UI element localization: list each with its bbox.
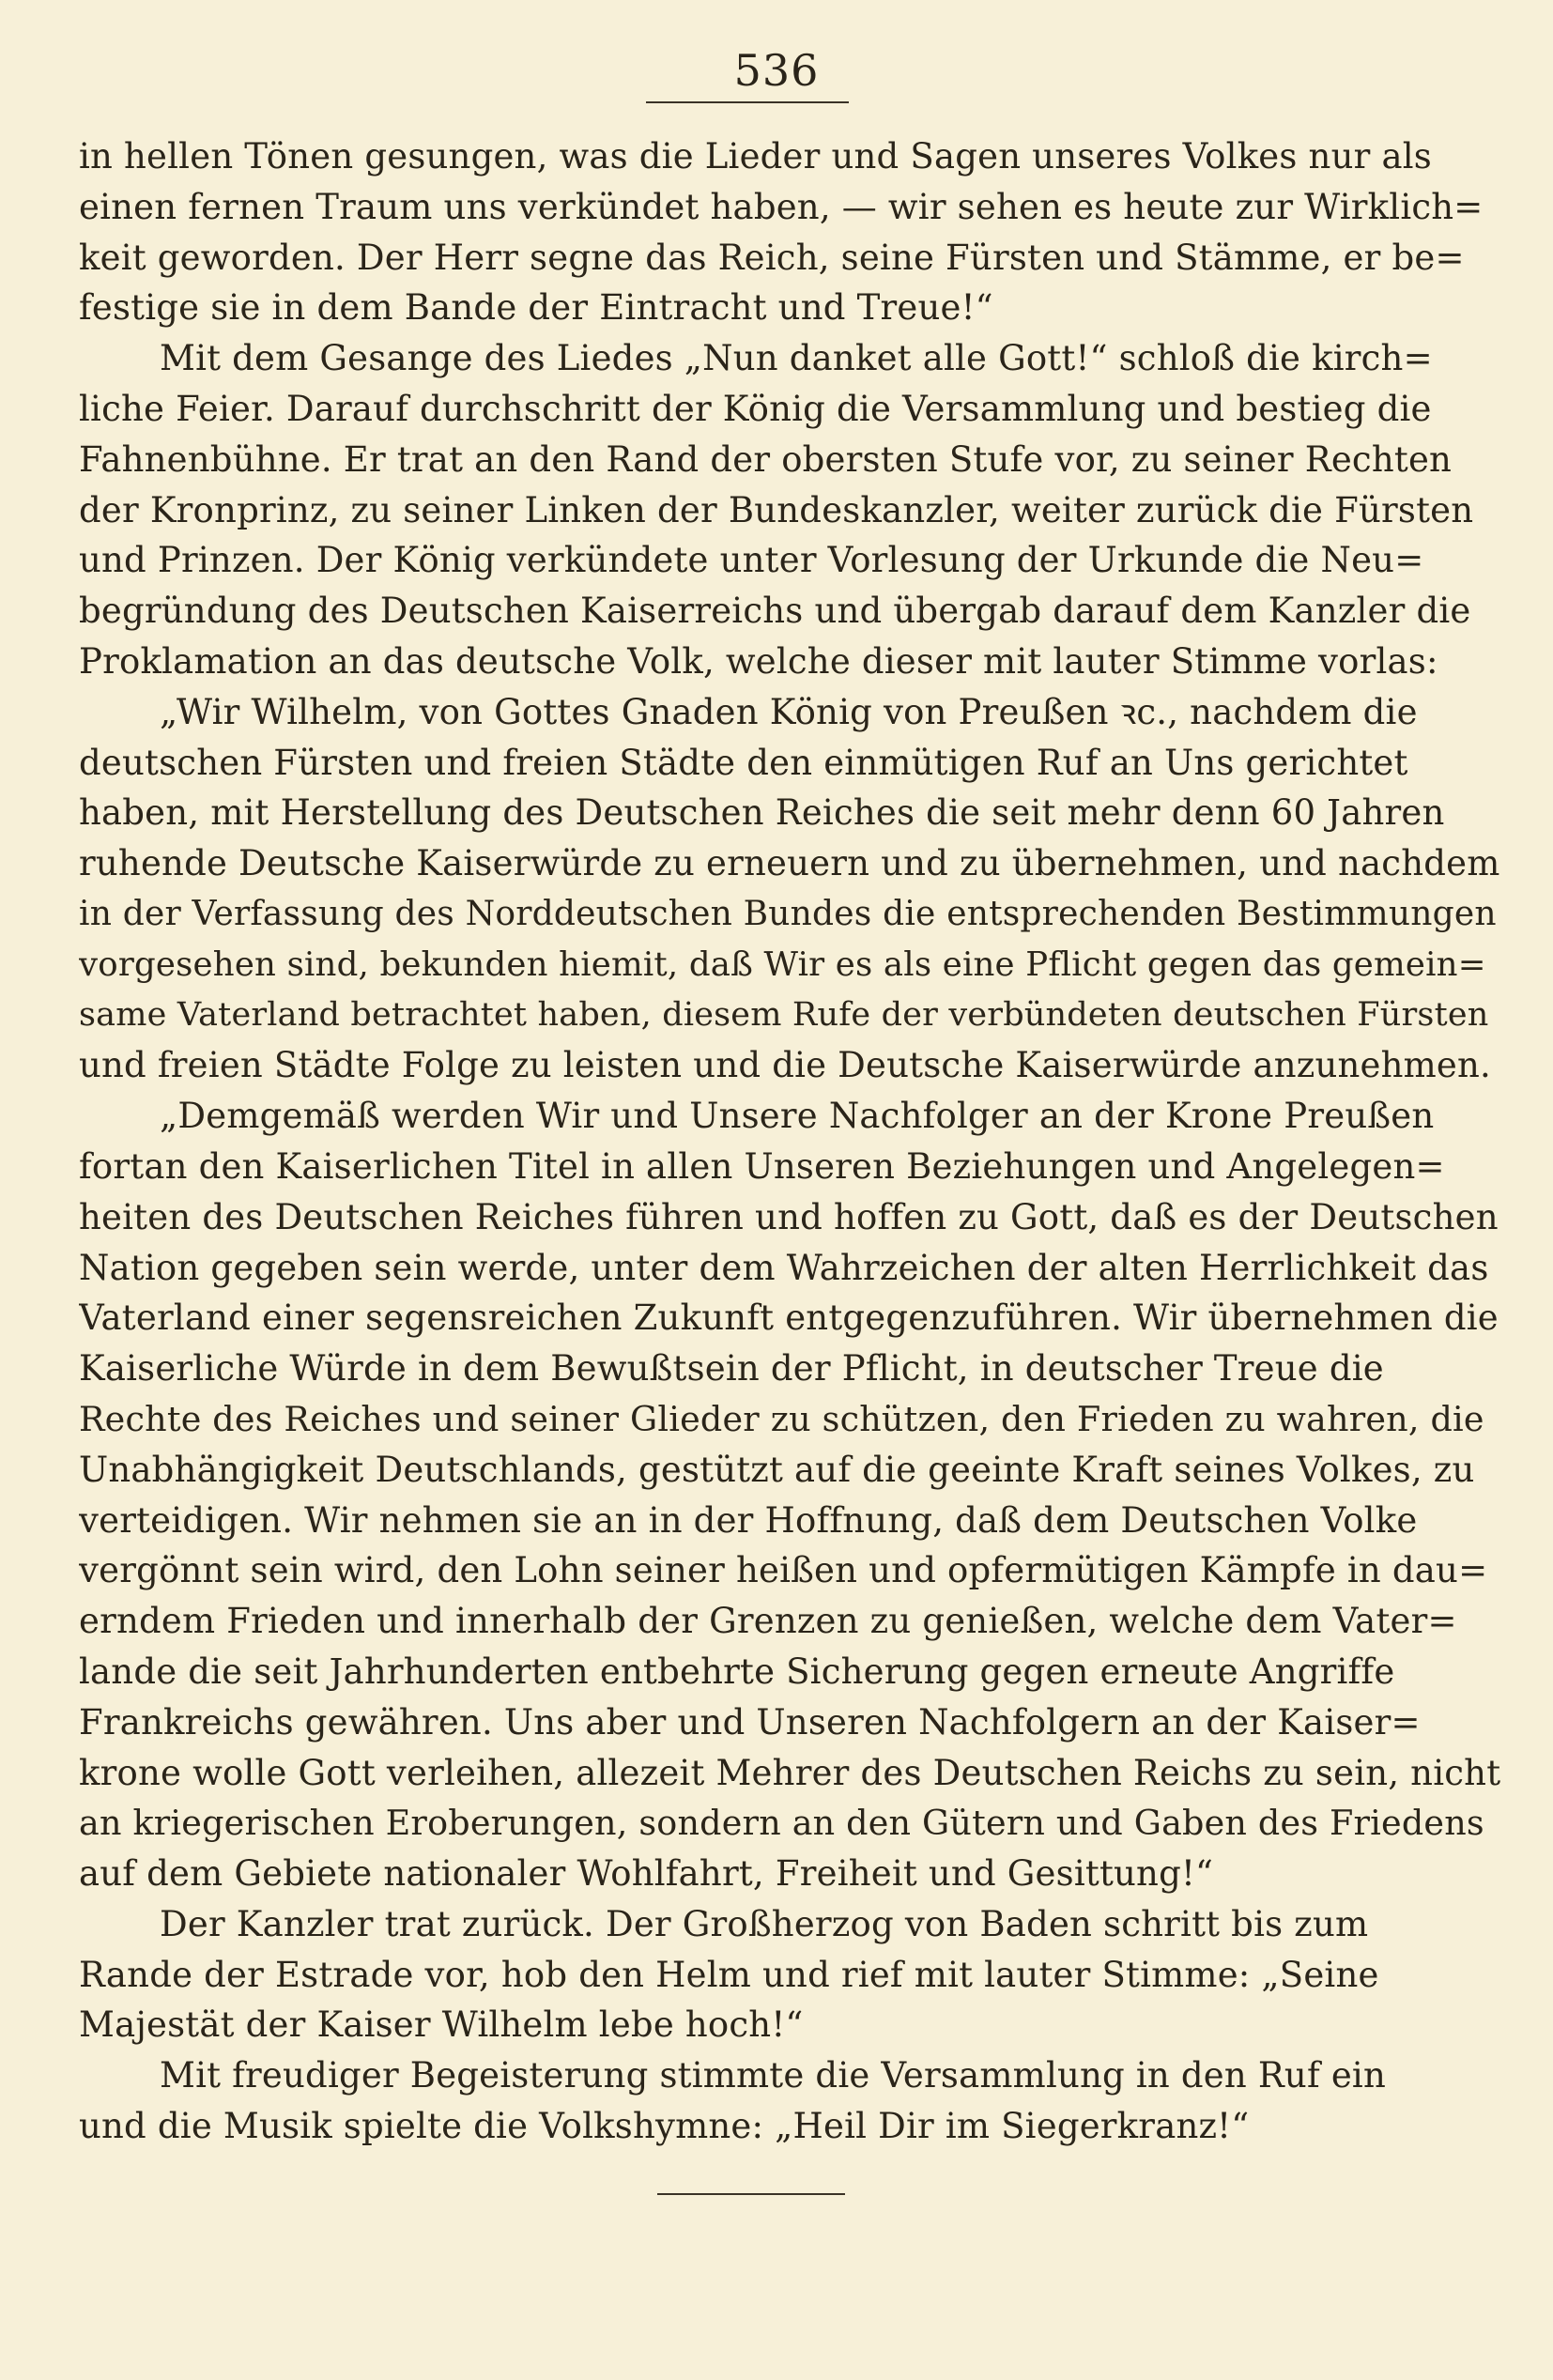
text-line: Vaterland einer segensreichen Zukunft entgegenzuführen. Wir übernehmen die: [79, 1297, 1499, 1339]
body-text: [79, 131, 1500, 2152]
text-line: Rande der Estrade vor, hob den Helm und rief mit lauter Stimme: „Seine: [79, 1954, 1379, 1995]
page-number: 536: [733, 45, 820, 96]
text-line: Mit freudiger Begeisterung stimmte die Versammlung in den Ruf ein: [160, 2055, 1386, 2096]
text-line: „Wir Wilhelm, von Gottes Gnaden König von Preußen ꝛc., nachdem die: [160, 691, 1418, 732]
text-line: Mit dem Gesange des Liedes „Nun danket alle Gott!“ schloß die kirch=: [160, 338, 1433, 379]
text-line: Fahnenbühne. Er trat an den Rand der obersten Stufe vor, zu seiner Rechten: [79, 438, 1453, 480]
footer-rule: [657, 2193, 845, 2195]
text-line: vergönnt sein wird, den Lohn seiner heißen und opfermütigen Kämpfe in dau=: [79, 1550, 1488, 1591]
text-line: vorgesehen sind, bekunden hiemit, daß Wir es als eine Pflicht gegen das gemein=: [79, 944, 1486, 984]
text-line: krone wolle Gott verleihen, allezeit Mehrer des Deutschen Reichs zu sein, nicht: [79, 1752, 1500, 1793]
text-line: Nation gegeben sein werde, unter dem Wahrzeichen der alten Herrlichkeit das: [79, 1247, 1489, 1288]
text-line: Majestät der Kaiser Wilhelm lebe hoch!“: [79, 2004, 804, 2046]
text-line: Der Kanzler trat zurück. Der Großherzog von Baden schritt bis zum: [160, 1903, 1369, 1944]
text-line: Kaiserliche Würde in dem Bewußtsein der Pflicht, in deutscher Treue die: [79, 1348, 1384, 1390]
text-line: verteidigen. Wir nehmen sie an in der Hoffnung, daß dem Deutschen Volke: [79, 1499, 1418, 1541]
text-line: an kriegerischen Eroberungen, sondern an den Gütern und Gaben des Friedens: [79, 1803, 1484, 1844]
text-line: Rechte des Reiches und seiner Glieder zu schützen, den Frieden zu wahren, die: [79, 1398, 1484, 1439]
text-line: begründung des Deutschen Kaiserreichs und übergab darauf dem Kanzler die: [79, 591, 1471, 632]
text-line: Proklamation an das deutsche Volk, welche dieser mit lauter Stimme vorlas:: [79, 640, 1438, 682]
text-line: und die Musik spielte die Volkshymne: „Heil Dir im Siegerkranz!“: [79, 2106, 1250, 2147]
text-line: in der Verfassung des Norddeutschen Bundes die entsprechenden Bestimmungen: [79, 894, 1497, 933]
text-line: liche Feier. Darauf durchschritt der König die Versammlung und bestieg die: [79, 388, 1432, 429]
text-line: same Vaterland betrachtet haben, diesem Rufe der verbündeten deutschen Fürsten: [79, 995, 1489, 1034]
text-line: lande die seit Jahrhunderten entbehrte Sicherung gegen erneute Angriffe: [79, 1651, 1395, 1692]
text-line: einen fernen Traum uns verkündet haben, — wir sehen es heute zur Wirklich=: [79, 186, 1484, 227]
text-line: und Prinzen. Der König verkündete unter Vorlesung der Urkunde die Neu=: [79, 540, 1424, 581]
text-line: „Demgemäß werden Wir und Unsere Nachfolger an der Krone Preußen: [160, 1096, 1435, 1137]
text-line: ruhende Deutsche Kaiserwürde zu erneuern und zu übernehmen, und nachdem: [79, 843, 1500, 884]
text-line: fortan den Kaiserlichen Titel in allen Unseren Beziehungen und Angelegen=: [79, 1145, 1445, 1187]
header-rule: [646, 101, 849, 103]
text-line: Frankreichs gewähren. Uns aber und Unseren Nachfolgern an der Kaiser=: [79, 1701, 1421, 1743]
text-line: deutschen Fürsten und freien Städte den einmütigen Ruf an Uns gerichtet: [79, 742, 1408, 783]
text-line: festige sie in dem Bande der Eintracht und Treue!“: [79, 287, 993, 329]
text-line: erndem Frieden und innerhalb der Grenzen zu genießen, welche dem Vater=: [79, 1601, 1457, 1642]
text-line: der Kronprinz, zu seiner Linken der Bundeskanzler, weiter zurück die Fürsten: [79, 489, 1474, 530]
text-line: haben, mit Herstellung des Deutschen Reiches die seit mehr denn 60 Jahren: [79, 792, 1445, 834]
text-line: auf dem Gebiete nationaler Wohlfahrt, Freiheit und Gesittung!“: [79, 1853, 1214, 1895]
text-line: keit geworden. Der Herr segne das Reich, seine Fürsten und Stämme, er be=: [79, 237, 1465, 278]
text-line: in hellen Tönen gesungen, was die Lieder und Sagen unseres Volkes nur als: [79, 136, 1432, 177]
text-line: Unabhängigkeit Deutschlands, gestützt auf die geeinte Kraft seines Volkes, zu: [79, 1449, 1475, 1490]
text-line: heiten des Deutschen Reiches führen und hoffen zu Gott, daß es der Deutschen: [79, 1196, 1499, 1237]
text-line: und freien Städte Folge zu leisten und die Deutsche Kaiserwürde anzunehmen.: [79, 1045, 1491, 1086]
